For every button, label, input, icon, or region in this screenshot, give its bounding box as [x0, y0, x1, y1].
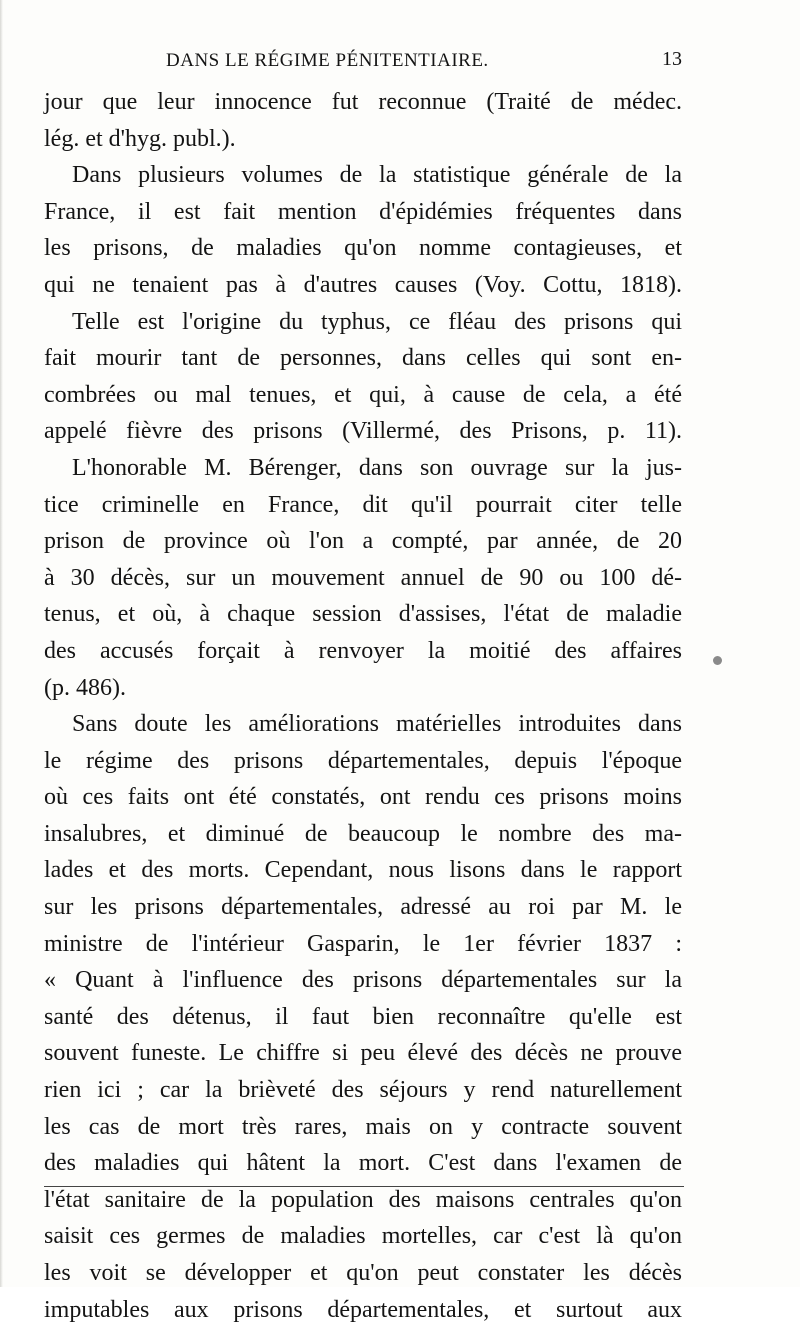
- text-line: prison de province où l'on a compté, par année, de 20: [44, 528, 682, 555]
- text-line: L'honorable M. Bérenger, dans son ouvrage sur la jus-: [72, 454, 682, 481]
- text-line: Telle est l'origine du typhus, ce fléau des prisons qui: [72, 308, 682, 335]
- footnote-rule: [44, 1186, 684, 1187]
- text-line: le régime des prisons départementales, depuis l'époque: [44, 747, 682, 774]
- text-line: l'état sanitaire de la population des maisons centrales qu'on: [44, 1186, 682, 1213]
- text-line: tenus, et où, à chaque session d'assises, l'état de maladie: [44, 601, 682, 628]
- text-line: jour que leur innocence fut reconnue (Traité de médec.: [44, 89, 682, 115]
- text-line: rien ici ; car la brièveté des séjours y rend naturellement: [44, 1077, 682, 1104]
- text-line: des maladies qui hâtent la mort. C'est dans l'examen de: [44, 1150, 682, 1177]
- text-line: à 30 décès, sur un mouvement annuel de 90 ou 100 dé-: [44, 564, 682, 591]
- text-line: sur les prisons départementales, adressé au roi par M. le: [44, 894, 682, 921]
- text-line: Dans plusieurs volumes de la statistique générale de la: [72, 162, 682, 189]
- text-line: fait mourir tant de personnes, dans celles qui sont en-: [44, 345, 682, 372]
- page-header: [44, 44, 682, 80]
- text-line: des accusés forçait à renvoyer la moitié des affaires: [44, 637, 682, 664]
- page-edge-shadow: [0, 0, 3, 1287]
- text-line: France, il est fait mention d'épidémies fréquentes dans: [44, 198, 682, 225]
- ink-spot: [713, 656, 722, 665]
- text-line: les cas de mort très rares, mais on y contracte souvent: [44, 1113, 682, 1140]
- text-line: imputables aux prisons départementales, et surtout aux: [44, 1296, 682, 1323]
- text-line: Sans doute les améliorations matérielles introduites dans: [72, 711, 682, 738]
- text-line: ministre de l'intérieur Gasparin, le 1er février 1837 :: [44, 930, 682, 957]
- text-line: où ces faits ont été constatés, ont rendu ces prisons moins: [44, 784, 682, 811]
- body-text: [44, 84, 682, 1328]
- text-line: les voit se développer et qu'on peut constater les décès: [44, 1260, 682, 1286]
- text-line: (p. 486).: [44, 674, 126, 701]
- text-line: souvent funeste. Le chiffre si peu élevé des décès ne prouve: [44, 1040, 682, 1067]
- text-line: les prisons, de maladies qu'on nomme contagieuses, et: [44, 235, 682, 262]
- text-line: saisit ces germes de maladies mortelles, car c'est là qu'on: [44, 1223, 682, 1250]
- text-line: lég. et d'hyg. publ.).: [44, 125, 236, 152]
- text-line: insalubres, et diminué de beaucoup le nombre des ma-: [44, 820, 682, 847]
- text-line: combrées ou mal tenues, et qui, à cause de cela, a été: [44, 381, 682, 408]
- text-line: appelé fièvre des prisons (Villermé, des Prisons, p. 11).: [44, 418, 682, 445]
- text-line: lades et des morts. Cependant, nous lisons dans le rapport: [44, 857, 682, 884]
- running-title: DANS LE RÉGIME PÉNITENTIAIRE.: [166, 50, 489, 71]
- text-line: « Quant à l'influence des prisons départementales sur la: [44, 967, 682, 994]
- text-line: qui ne tenaient pas à d'autres causes (Voy. Cottu, 1818).: [44, 271, 682, 298]
- page-number: 13: [662, 48, 682, 70]
- text-line: santé des détenus, il faut bien reconnaître qu'elle est: [44, 1003, 682, 1030]
- text-line: tice criminelle en France, dit qu'il pourrait citer telle: [44, 491, 682, 518]
